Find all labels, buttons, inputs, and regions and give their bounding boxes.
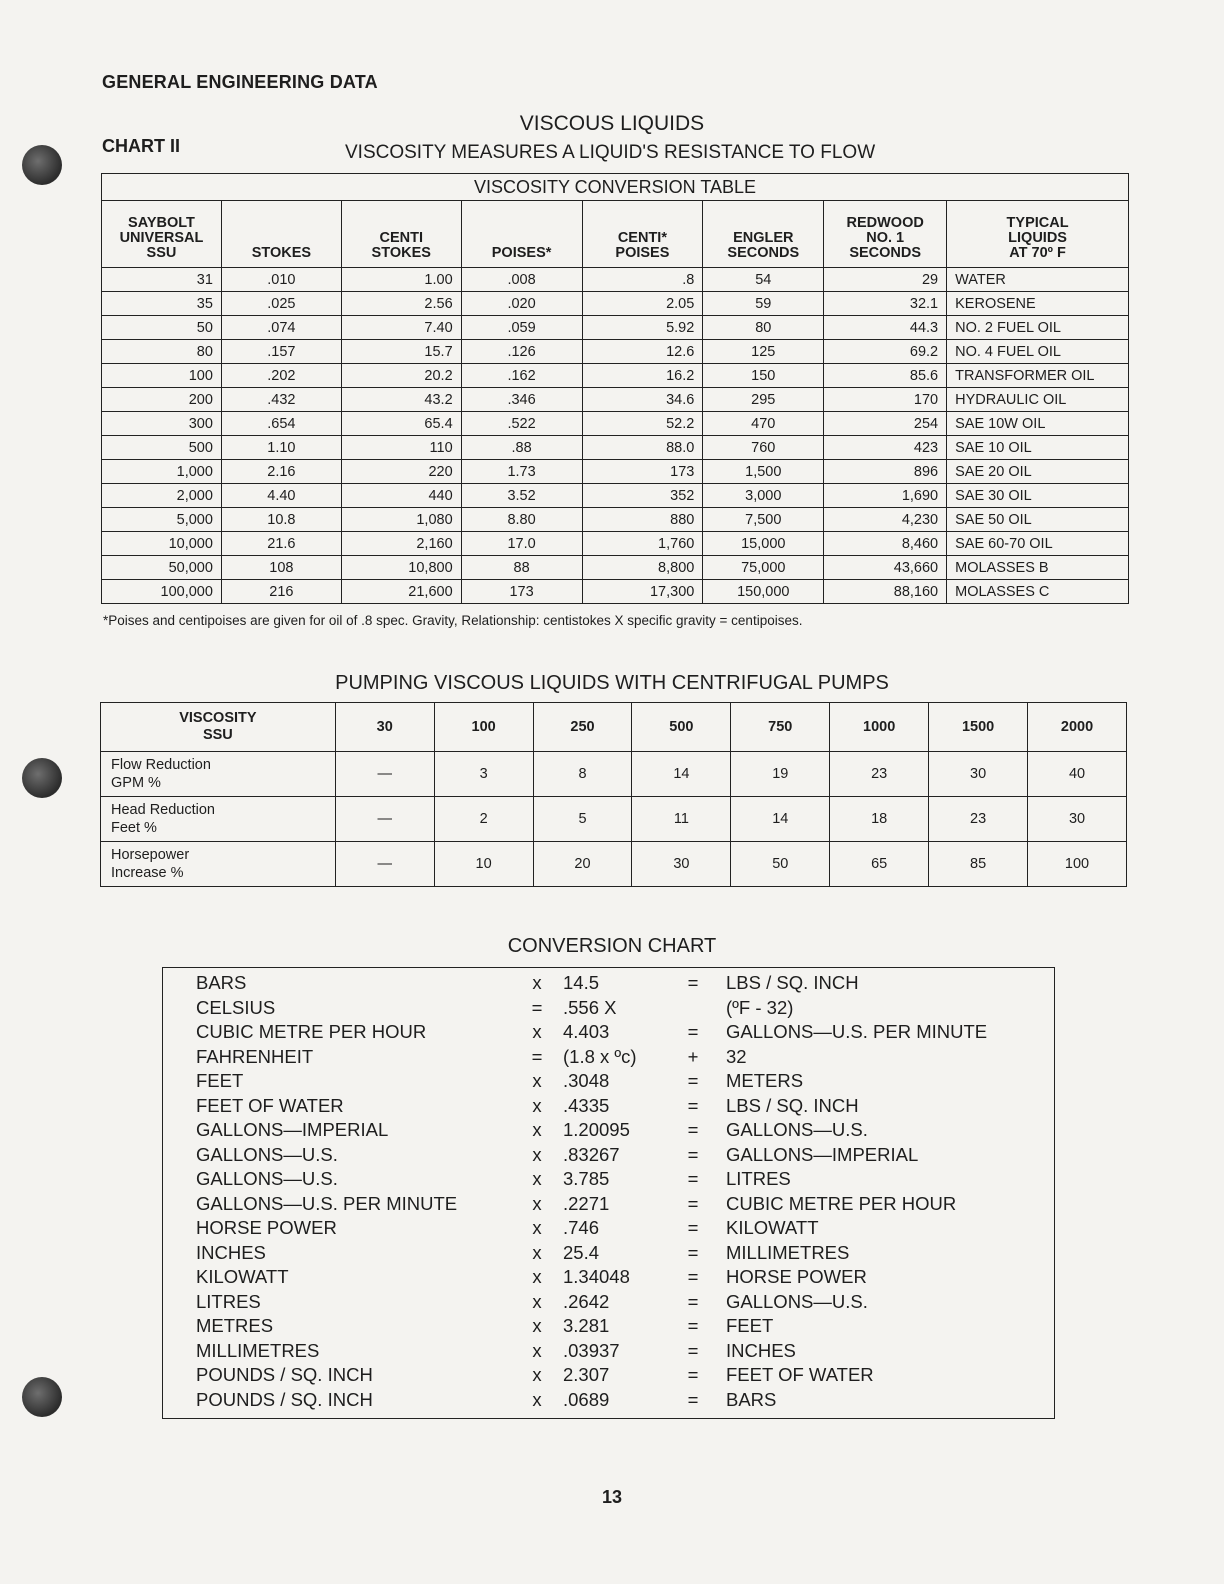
conversion-from: POUNDS / SQ. INCH [196, 1364, 373, 1385]
conversion-chart [162, 967, 1055, 1419]
table-cell: 10 [434, 842, 533, 887]
table-cell: 32.1 [824, 292, 947, 316]
conversion-operator: = [687, 1241, 699, 1263]
table-cell: .8 [582, 268, 703, 292]
table-cell: 23 [830, 752, 929, 797]
table-cell: 11 [632, 797, 731, 842]
conversion-row [163, 1095, 1054, 1119]
table-cell: 500 [102, 436, 222, 460]
table-cell: 2 [434, 797, 533, 842]
viscosity-column-header: REDWOOD NO. 1 SECONDS [824, 201, 947, 268]
table-cell: SAE 50 OIL [947, 508, 1129, 532]
viscosity-table-caption: VISCOSITY CONVERSION TABLE [102, 174, 1129, 201]
conversion-to: 32 [726, 1045, 747, 1067]
table-cell: 3.52 [461, 484, 582, 508]
conversion-to: METERS [726, 1070, 804, 1091]
table-cell: NO. 2 FUEL OIL [947, 316, 1129, 340]
conversion-from: LITRES [196, 1290, 261, 1312]
table-cell: 5 [533, 797, 632, 842]
pumping-header-label: VISCOSITY SSU [101, 703, 336, 752]
table-cell: MOLASSES C [947, 580, 1129, 604]
table-cell: 4.40 [221, 484, 341, 508]
table-cell: 170 [824, 388, 947, 412]
conversion-to: FEET OF WATER [726, 1364, 874, 1385]
viscosity-column-header: CENTI* POISES [582, 201, 703, 268]
table-cell: .025 [221, 292, 341, 316]
viscosity-column-header: SAYBOLT UNIVERSAL SSU [102, 201, 222, 268]
table-row [102, 388, 1129, 412]
table-cell: 30 [929, 752, 1028, 797]
table-cell: 8 [533, 752, 632, 797]
conversion-operator: + [687, 1045, 699, 1067]
pumping-row-label: Head Reduction Feet % [101, 797, 336, 842]
conversion-row [163, 1168, 1054, 1192]
conversion-to: KILOWATT [726, 1217, 819, 1238]
table-cell: 15.7 [341, 340, 461, 364]
conversion-to: LITRES [726, 1168, 791, 1189]
table-row [102, 364, 1129, 388]
table-cell: 300 [102, 412, 222, 436]
table-cell: 150 [703, 364, 824, 388]
table-cell: 4,230 [824, 508, 947, 532]
conversion-operator: = [687, 1339, 699, 1361]
table-cell: 35 [102, 292, 222, 316]
conversion-row [163, 1119, 1054, 1143]
conversion-to: MILLIMETRES [726, 1241, 850, 1263]
conversion-from: GALLONS—U.S. PER MINUTE [196, 1192, 458, 1214]
conversion-operator: = [687, 1315, 699, 1336]
pumping-column-header: 1500 [929, 703, 1028, 752]
table-cell: 1.73 [461, 460, 582, 484]
conversion-factor: (1.8 x ºc) [563, 1045, 637, 1067]
table-cell: 34.6 [582, 388, 703, 412]
table-cell: 20 [533, 842, 632, 887]
table-cell: 80 [703, 316, 824, 340]
conversion-operator: = [687, 1388, 699, 1410]
pumping-table [100, 702, 1127, 887]
table-row [102, 292, 1129, 316]
table-cell: 8,800 [582, 556, 703, 580]
table-cell: — [335, 797, 434, 842]
table-cell: 8.80 [461, 508, 582, 532]
section-title: VISCOUS LIQUIDS [519, 112, 705, 135]
table-cell: 43.2 [341, 388, 461, 412]
conversion-operator: x [532, 1168, 542, 1189]
table-cell: 30 [1028, 797, 1127, 842]
conversion-operator: x [532, 1094, 542, 1116]
conversion-factor: .0689 [563, 1388, 610, 1410]
table-cell: 1,690 [824, 484, 947, 508]
table-cell: SAE 10 OIL [947, 436, 1129, 460]
conversion-row [163, 1193, 1054, 1217]
table-cell: 21,600 [341, 580, 461, 604]
conversion-operator: x [532, 1266, 542, 1287]
table-cell: 20.2 [341, 364, 461, 388]
table-cell: TRANSFORMER OIL [947, 364, 1129, 388]
table-cell: — [335, 752, 434, 797]
pumping-column-header: 500 [632, 703, 731, 752]
conversion-from: GALLONS—U.S. [196, 1143, 338, 1165]
conversion-to: (ºF - 32) [726, 996, 794, 1018]
table-row [102, 436, 1129, 460]
conversion-row [163, 1046, 1054, 1070]
conversion-operator: = [687, 1021, 699, 1042]
table-cell: 173 [582, 460, 703, 484]
chart-label: CHART II [102, 136, 180, 156]
conversion-operator: = [531, 996, 543, 1018]
table-cell: .074 [221, 316, 341, 340]
conversion-from: CUBIC METRE PER HOUR [196, 1021, 427, 1042]
conversion-operator: x [532, 1290, 542, 1312]
conversion-factor: .03937 [563, 1339, 620, 1361]
table-cell: 88 [461, 556, 582, 580]
table-row [102, 556, 1129, 580]
table-cell: 2,160 [341, 532, 461, 556]
table-cell: 17.0 [461, 532, 582, 556]
conversion-factor: 1.34048 [563, 1266, 630, 1287]
conversion-operator: x [532, 1217, 542, 1238]
table-cell: 29 [824, 268, 947, 292]
conversion-to: GALLONS—IMPERIAL [726, 1143, 919, 1165]
table-cell: 18 [830, 797, 929, 842]
conversion-from: FEET OF WATER [196, 1094, 344, 1116]
table-cell: 23 [929, 797, 1028, 842]
conversion-factor: .2271 [563, 1192, 610, 1214]
table-cell: 12.6 [582, 340, 703, 364]
conversion-factor: .3048 [563, 1070, 610, 1091]
conversion-title: CONVERSION CHART [507, 935, 717, 957]
conversion-from: FEET [196, 1070, 244, 1091]
punch-hole-bottom [22, 1377, 62, 1417]
table-cell: 108 [221, 556, 341, 580]
table-cell: 1,080 [341, 508, 461, 532]
pumping-row-label: Flow Reduction GPM % [101, 752, 336, 797]
table-cell: 5.92 [582, 316, 703, 340]
conversion-from: BARS [196, 972, 247, 993]
conversion-row [163, 1217, 1054, 1241]
table-row [102, 316, 1129, 340]
table-cell: — [335, 842, 434, 887]
conversion-to: GALLONS—U.S. PER MINUTE [726, 1021, 988, 1042]
conversion-from: KILOWATT [196, 1266, 289, 1287]
table-cell: 423 [824, 436, 947, 460]
conversion-row [163, 1315, 1054, 1339]
conversion-to: GALLONS—U.S. [726, 1290, 868, 1312]
conversion-factor: 2.307 [563, 1364, 610, 1385]
table-row [102, 412, 1129, 436]
conversion-operator: x [532, 1241, 542, 1263]
conversion-operator: x [532, 1192, 542, 1214]
table-cell: 21.6 [221, 532, 341, 556]
conversion-factor: .2642 [563, 1290, 610, 1312]
table-cell: 15,000 [703, 532, 824, 556]
conversion-operator: = [687, 1364, 699, 1385]
conversion-row [163, 1021, 1054, 1045]
conversion-factor: .4335 [563, 1094, 610, 1116]
conversion-factor: .83267 [563, 1143, 620, 1165]
conversion-to: CUBIC METRE PER HOUR [726, 1192, 957, 1214]
table-cell: 150,000 [703, 580, 824, 604]
conversion-row [163, 1144, 1054, 1168]
table-cell: .126 [461, 340, 582, 364]
conversion-to: HORSE POWER [726, 1266, 867, 1287]
viscosity-column-header: ENGLER SECONDS [703, 201, 824, 268]
table-cell: .010 [221, 268, 341, 292]
table-cell: 10,000 [102, 532, 222, 556]
conversion-operator: x [532, 1388, 542, 1410]
viscosity-column-header: TYPICAL LIQUIDS AT 70º F [947, 201, 1129, 268]
table-cell: .654 [221, 412, 341, 436]
conversion-row [163, 1364, 1054, 1388]
conversion-factor: 4.403 [563, 1021, 610, 1042]
table-cell: 1,500 [703, 460, 824, 484]
viscosity-conversion-table [101, 173, 1129, 604]
conversion-to: FEET [726, 1315, 774, 1336]
conversion-operator: = [687, 972, 699, 993]
conversion-factor: 1.20095 [563, 1119, 630, 1140]
table-cell: 254 [824, 412, 947, 436]
conversion-from: POUNDS / SQ. INCH [196, 1388, 373, 1410]
conversion-row [163, 1291, 1054, 1315]
table-cell: .88 [461, 436, 582, 460]
conversion-operator: x [532, 1364, 542, 1385]
table-cell: 14 [731, 797, 830, 842]
table-cell: 5,000 [102, 508, 222, 532]
table-cell: 110 [341, 436, 461, 460]
table-cell: 100 [1028, 842, 1127, 887]
section-subtitle: VISCOSITY MEASURES A LIQUID'S RESISTANCE TO FLOW [345, 142, 876, 163]
table-cell: 760 [703, 436, 824, 460]
conversion-row [163, 972, 1054, 996]
punch-hole-middle [22, 758, 62, 798]
pumping-column-header: 1000 [830, 703, 929, 752]
table-row [102, 460, 1129, 484]
table-cell: NO. 4 FUEL OIL [947, 340, 1129, 364]
table-cell: 220 [341, 460, 461, 484]
table-cell: 295 [703, 388, 824, 412]
conversion-to: LBS / SQ. INCH [726, 972, 859, 993]
table-row [102, 508, 1129, 532]
table-cell: 50,000 [102, 556, 222, 580]
conversion-factor: .746 [563, 1217, 600, 1238]
table-cell: 88,160 [824, 580, 947, 604]
table-row [102, 268, 1129, 292]
conversion-factor: 14.5 [563, 972, 600, 993]
table-cell: SAE 20 OIL [947, 460, 1129, 484]
table-cell: .157 [221, 340, 341, 364]
table-cell: .522 [461, 412, 582, 436]
table-cell: 7,500 [703, 508, 824, 532]
table-cell: 7.40 [341, 316, 461, 340]
table-row [101, 797, 1127, 842]
conversion-operator: = [687, 1143, 699, 1165]
table-cell: 10,800 [341, 556, 461, 580]
conversion-operator: = [687, 1070, 699, 1091]
table-cell: 2.16 [221, 460, 341, 484]
table-cell: 30 [632, 842, 731, 887]
conversion-operator: = [687, 1290, 699, 1312]
table-cell: 2,000 [102, 484, 222, 508]
conversion-row [163, 1070, 1054, 1094]
table-cell: MOLASSES B [947, 556, 1129, 580]
table-cell: 2.56 [341, 292, 461, 316]
conversion-operator: x [532, 1315, 542, 1336]
table-cell: .202 [221, 364, 341, 388]
conversion-row [163, 997, 1054, 1021]
table-cell: 352 [582, 484, 703, 508]
pumping-column-header: 100 [434, 703, 533, 752]
conversion-operator: x [532, 1119, 542, 1140]
table-cell: SAE 10W OIL [947, 412, 1129, 436]
page-header: GENERAL ENGINEERING DATA [102, 72, 378, 92]
table-cell: 3,000 [703, 484, 824, 508]
conversion-operator: x [532, 1339, 542, 1361]
table-cell: 440 [341, 484, 461, 508]
conversion-operator: x [532, 1070, 542, 1091]
table-cell: 75,000 [703, 556, 824, 580]
page-number: 13 [601, 1487, 623, 1507]
conversion-operator: = [687, 1217, 699, 1238]
conversion-to: GALLONS—U.S. [726, 1119, 868, 1140]
table-cell: SAE 30 OIL [947, 484, 1129, 508]
table-cell: 50 [102, 316, 222, 340]
conversion-to: INCHES [726, 1339, 796, 1361]
table-cell: 16.2 [582, 364, 703, 388]
table-cell: 43,660 [824, 556, 947, 580]
table-cell: 880 [582, 508, 703, 532]
table-cell: 1.00 [341, 268, 461, 292]
pumping-row-label: Horsepower Increase % [101, 842, 336, 887]
conversion-from: GALLONS—U.S. [196, 1168, 338, 1189]
conversion-from: INCHES [196, 1241, 266, 1263]
conversion-operator: x [532, 1143, 542, 1165]
table-cell: .059 [461, 316, 582, 340]
punch-hole-top [22, 145, 62, 185]
conversion-operator: = [531, 1045, 543, 1067]
table-cell: 19 [731, 752, 830, 797]
table-cell: 85.6 [824, 364, 947, 388]
conversion-operator: x [532, 972, 542, 993]
conversion-factor: 3.281 [563, 1315, 610, 1336]
table-cell: 31 [102, 268, 222, 292]
conversion-row [163, 1242, 1054, 1266]
table-cell: 44.3 [824, 316, 947, 340]
table-row [101, 842, 1127, 887]
pumping-column-header: 2000 [1028, 703, 1127, 752]
pumping-column-header: 30 [335, 703, 434, 752]
table-cell: 100,000 [102, 580, 222, 604]
table-cell: SAE 60-70 OIL [947, 532, 1129, 556]
table-cell: 10.8 [221, 508, 341, 532]
table-cell: 1,760 [582, 532, 703, 556]
table-cell: 59 [703, 292, 824, 316]
viscosity-column-header: STOKES [221, 201, 341, 268]
table-cell: 14 [632, 752, 731, 797]
conversion-from: METRES [196, 1315, 274, 1336]
table-cell: 17,300 [582, 580, 703, 604]
table-cell: 173 [461, 580, 582, 604]
conversion-to: LBS / SQ. INCH [726, 1094, 859, 1116]
conversion-from: FAHRENHEIT [196, 1045, 314, 1067]
viscosity-column-header: POISES* [461, 201, 582, 268]
conversion-from: HORSE POWER [196, 1217, 337, 1238]
table-row [102, 580, 1129, 604]
table-cell: 470 [703, 412, 824, 436]
table-cell: 50 [731, 842, 830, 887]
table-cell: 80 [102, 340, 222, 364]
table-cell: 8,460 [824, 532, 947, 556]
pumping-column-header: 250 [533, 703, 632, 752]
table-row [102, 484, 1129, 508]
conversion-operator: = [687, 1168, 699, 1189]
conversion-operator: = [687, 1192, 699, 1214]
table-cell: .162 [461, 364, 582, 388]
conversion-to: BARS [726, 1388, 777, 1410]
conversion-operator: = [687, 1119, 699, 1140]
viscosity-column-header: CENTI STOKES [341, 201, 461, 268]
table-cell: .020 [461, 292, 582, 316]
conversion-row [163, 1389, 1054, 1413]
conversion-from: GALLONS—IMPERIAL [196, 1119, 389, 1140]
table-cell: 3 [434, 752, 533, 797]
conversion-operator: x [532, 1021, 542, 1042]
table-cell: HYDRAULIC OIL [947, 388, 1129, 412]
viscosity-footnote: *Poises and centipoises are given for oil of .8 spec. Gravity, Relationship: centistokes X specific gravity = centipoises. [103, 613, 803, 628]
table-cell: 88.0 [582, 436, 703, 460]
table-row [102, 340, 1129, 364]
conversion-factor: 3.785 [563, 1168, 610, 1189]
table-row [101, 752, 1127, 797]
pumping-title: PUMPING VISCOUS LIQUIDS WITH CENTRIFUGAL PUMPS [335, 672, 889, 694]
table-cell: 40 [1028, 752, 1127, 797]
table-cell: 65.4 [341, 412, 461, 436]
conversion-factor: .556 X [563, 996, 617, 1018]
table-cell: WATER [947, 268, 1129, 292]
table-cell: 216 [221, 580, 341, 604]
table-cell: .432 [221, 388, 341, 412]
table-cell: 125 [703, 340, 824, 364]
table-cell: 85 [929, 842, 1028, 887]
table-cell: 896 [824, 460, 947, 484]
table-cell: 1,000 [102, 460, 222, 484]
table-cell: 52.2 [582, 412, 703, 436]
table-cell: 2.05 [582, 292, 703, 316]
table-cell: .346 [461, 388, 582, 412]
table-cell: 69.2 [824, 340, 947, 364]
pumping-column-header: 750 [731, 703, 830, 752]
conversion-factor: 25.4 [563, 1241, 600, 1263]
conversion-row [163, 1340, 1054, 1364]
table-cell: 200 [102, 388, 222, 412]
table-cell: 100 [102, 364, 222, 388]
conversion-operator: = [687, 1094, 699, 1116]
table-cell: 1.10 [221, 436, 341, 460]
table-cell: 54 [703, 268, 824, 292]
conversion-from: MILLIMETRES [196, 1339, 320, 1361]
table-cell: .008 [461, 268, 582, 292]
table-cell: KEROSENE [947, 292, 1129, 316]
table-cell: 65 [830, 842, 929, 887]
conversion-row [163, 1266, 1054, 1290]
table-row [102, 532, 1129, 556]
conversion-from: CELSIUS [196, 996, 276, 1018]
conversion-operator: = [687, 1266, 699, 1287]
